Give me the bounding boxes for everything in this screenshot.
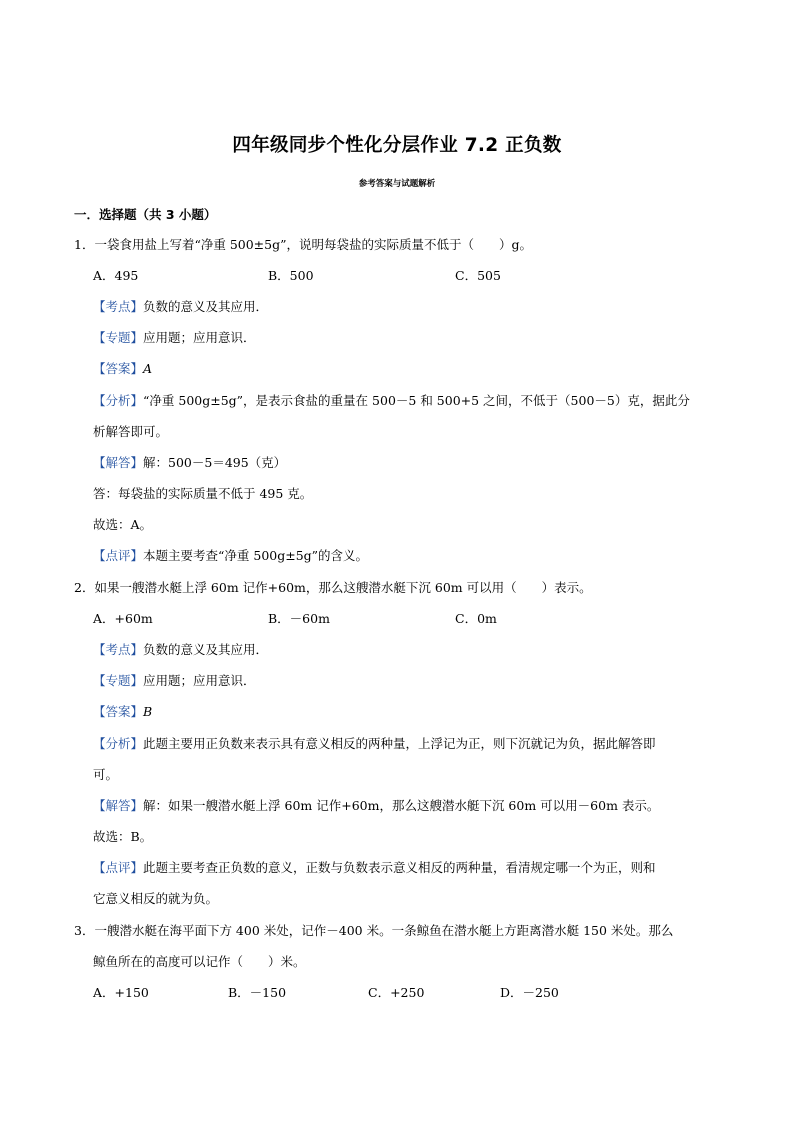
daan-text: B <box>143 704 153 719</box>
question-1-fenxi <box>93 392 690 410</box>
question-2-fenxi-cont: 可。 <box>93 767 119 782</box>
document-subtitle: 参考答案与试题解析 <box>358 179 436 189</box>
jieda-text: 解：500－5＝495（克） <box>143 455 287 470</box>
question-2-daan <box>93 703 152 721</box>
question-1-dianping <box>93 547 368 565</box>
question-1-option-b: B．500 <box>268 268 314 283</box>
zhuanti-text: 应用题；应用意识． <box>143 673 256 688</box>
fenxi-text: 此题主要用正负数来表示具有意义相反的两种量，上浮记为正，则下沉就记为负，据此解答即 <box>143 736 656 751</box>
question-1-answer: 答：每袋盐的实际质量不低于 495 克。 <box>93 486 313 501</box>
dianping-label: 【点评】 <box>93 548 144 563</box>
question-1-kaodian <box>93 298 268 316</box>
kaodian-label: 【考点】 <box>93 299 144 314</box>
question-3-stem: 3．一艘潜水艇在海平面下方 400 米处，记作－400 米。一条鲸鱼在潜水艇上方距离潜水艇 150 米处。那么 <box>74 923 674 938</box>
zhuanti-text: 应用题；应用意识． <box>143 330 256 345</box>
question-1-guxuan: 故选：A。 <box>93 517 153 532</box>
question-1-jieda <box>93 454 286 472</box>
document-title: 四年级同步个性化分层作业 7.2 正负数 <box>232 135 562 156</box>
fenxi-label: 【分析】 <box>93 393 144 408</box>
question-3-stem-cont: 鲸鱼所在的高度可以记作（ ）米。 <box>93 954 306 969</box>
question-1-option-a: A．495 <box>93 268 139 283</box>
question-2-kaodian <box>93 641 268 659</box>
dianping-text: 本题主要考查“净重 500g±5g”的含义。 <box>143 548 369 563</box>
question-1-zhuanti <box>93 329 256 347</box>
daan-label: 【答案】 <box>93 361 144 376</box>
jieda-label: 【解答】 <box>93 455 144 470</box>
question-1-option-c: C．505 <box>455 268 501 283</box>
question-2-zhuanti <box>93 672 256 690</box>
question-1-stem: 1．一袋食用盐上写着“净重 500±5g”，说明每袋盐的实际质量不低于（ ）g。 <box>74 237 532 252</box>
zhuanti-label: 【专题】 <box>93 673 144 688</box>
kaodian-label: 【考点】 <box>93 642 144 657</box>
jieda-label: 【解答】 <box>93 798 144 813</box>
question-3-option-d: D．－250 <box>500 985 559 1000</box>
dianping-text: 此题主要考查正负数的意义，正数与负数表示意义相反的两种量，看清规定哪一个为正，则和 <box>143 860 656 875</box>
question-3-option-a: A．+150 <box>93 985 149 1000</box>
question-2-fenxi <box>93 735 656 753</box>
question-2-option-b: B．－60m <box>268 611 330 626</box>
jieda-text: 解：如果一艘潜水艇上浮 60m 记作+60m，那么这艘潜水艇下沉 60m 可以用－60m 表示。 <box>143 798 660 813</box>
question-2-guxuan: 故选：B。 <box>93 829 153 844</box>
question-2-option-a: A．+60m <box>93 611 153 626</box>
question-1-daan <box>93 360 152 378</box>
question-2-dianping-cont: 它意义相反的就为负。 <box>93 891 219 906</box>
fenxi-label: 【分析】 <box>93 736 144 751</box>
question-2-option-c: C．0m <box>455 611 497 626</box>
question-2-dianping <box>93 859 656 877</box>
question-3-option-c: C．+250 <box>368 985 425 1000</box>
section-heading: 一．选择题（共 3 小题） <box>74 207 217 222</box>
fenxi-text: “净重 500g±5g”，是表示食盐的重量在 500－5 和 500+5 之间，不低于（500－5）克，据此分 <box>143 393 690 408</box>
dianping-label: 【点评】 <box>93 860 144 875</box>
question-3-option-b: B．－150 <box>228 985 287 1000</box>
daan-label: 【答案】 <box>93 704 144 719</box>
question-2-jieda <box>93 797 659 815</box>
question-2-stem: 2．如果一艘潜水艇上浮 60m 记作+60m，那么这艘潜水艇下沉 60m 可以用（ ）表示。 <box>74 580 592 595</box>
kaodian-text: 负数的意义及其应用． <box>143 642 269 657</box>
question-1-fenxi-cont: 析解答即可。 <box>93 424 169 439</box>
daan-text: A <box>143 361 153 376</box>
kaodian-text: 负数的意义及其应用． <box>143 299 269 314</box>
zhuanti-label: 【专题】 <box>93 330 144 345</box>
